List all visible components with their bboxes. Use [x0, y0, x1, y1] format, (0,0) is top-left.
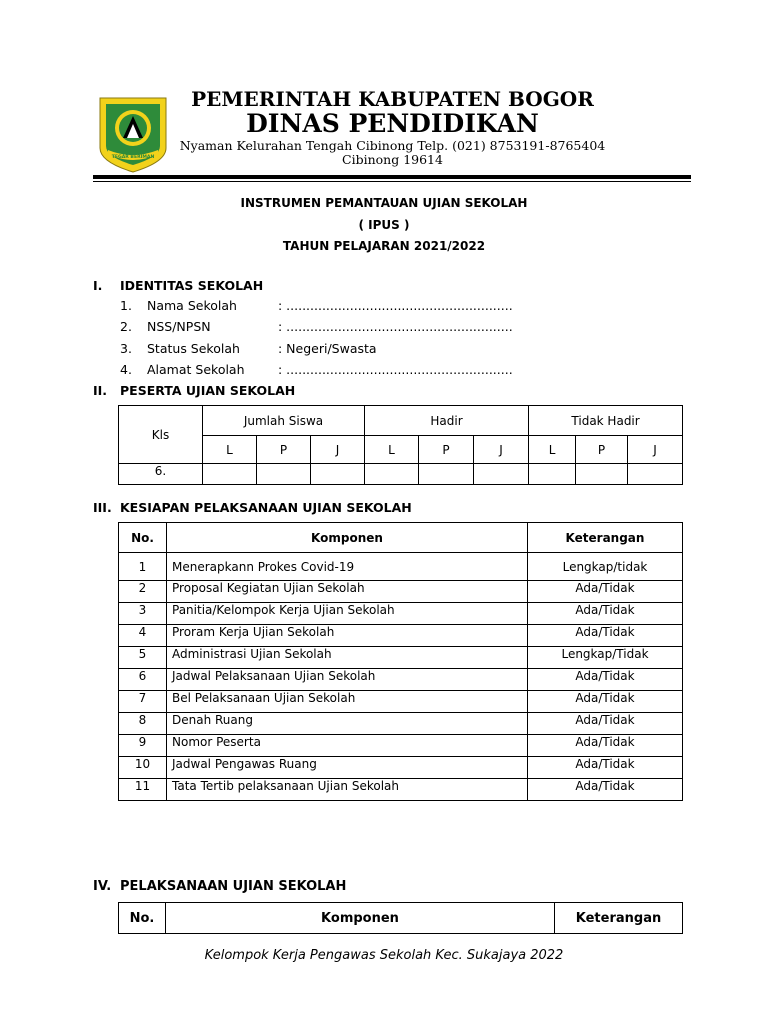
sub-header: J — [474, 436, 529, 464]
col-header-komponen: Komponen — [166, 903, 555, 934]
input-cell[interactable] — [203, 464, 257, 485]
group-header-jumlah: Jumlah Siswa — [203, 406, 365, 436]
input-cell[interactable] — [311, 464, 365, 485]
table-row: 6 Jadwal Pelaksanaan Ujian Sekolah Ada/Tidak — [119, 669, 683, 691]
table-row: 10 Jadwal Pengawas Ruang Ada/Tidak — [119, 757, 683, 779]
sub-header: P — [419, 436, 474, 464]
input-cell[interactable] — [257, 464, 311, 485]
table-row: 5 Administrasi Ujian Sekolah Lengkap/Tidak — [119, 647, 683, 669]
input-cell[interactable] — [628, 464, 683, 485]
sub-header: L — [203, 436, 257, 464]
input-cell[interactable] — [474, 464, 529, 485]
col-header-no: No. — [119, 903, 166, 934]
sub-header: L — [529, 436, 576, 464]
execution-table — [118, 902, 683, 934]
input-cell[interactable] — [529, 464, 576, 485]
kls-header: Kls — [119, 406, 203, 464]
table-row: 4 Proram Kerja Ujian Sekolah Ada/Tidak — [119, 625, 683, 647]
group-header-tidak-hadir: Tidak Hadir — [529, 406, 683, 436]
sub-header: L — [365, 436, 419, 464]
table-row: 1 Menerapkann Prokes Covid-19 Lengkap/tidak — [119, 553, 683, 581]
address-line-2: Cibinong 19614 — [342, 152, 443, 167]
group-header-hadir: Hadir — [365, 406, 529, 436]
logo-motto: TEGAR BERIMAN — [111, 155, 155, 160]
col-header-keterangan: Keterangan — [555, 903, 683, 934]
page-footer: Kelompok Kerja Pengawas Sekolah Kec. Sukajaya 2022 — [204, 948, 564, 963]
participants-table — [118, 405, 683, 485]
input-cell[interactable] — [365, 464, 419, 485]
doc-title-line-1: INSTRUMEN PEMANTAUAN UJIAN SEKOLAH — [240, 196, 528, 210]
letterhead-rule-thin — [93, 181, 691, 182]
doc-title-line-3: TAHUN PELAJARAN 2021/2022 — [282, 239, 486, 253]
sub-header: J — [311, 436, 365, 464]
government-name: PEMERINTAH KABUPATEN BOGOR — [191, 87, 594, 111]
col-header-no: No. — [119, 523, 167, 553]
col-header-komponen: Komponen — [167, 523, 528, 553]
table-row: 7 Bel Pelaksanaan Ujian Sekolah Ada/Tidak — [119, 691, 683, 713]
table-row: 3 Panitia/Kelompok Kerja Ujian Sekolah Ada/Tidak — [119, 603, 683, 625]
readiness-table — [118, 522, 683, 801]
bogor-regency-logo — [98, 96, 168, 174]
doc-title-line-2: ( IPUS ) — [358, 218, 410, 232]
table-row: 9 Nomor Peserta Ada/Tidak — [119, 735, 683, 757]
input-cell[interactable] — [576, 464, 628, 485]
sub-header: P — [576, 436, 628, 464]
address-line-1: Nyaman Kelurahan Tengah Cibinong Telp. (021) 8753191-8765404 — [179, 138, 606, 153]
col-header-keterangan: Keterangan — [528, 523, 683, 553]
sub-header: P — [257, 436, 311, 464]
department-name: DINAS PENDIDIKAN — [246, 109, 539, 138]
sub-header: J — [628, 436, 683, 464]
input-cell[interactable] — [419, 464, 474, 485]
letterhead-rule-thick — [93, 175, 691, 179]
table-row: 11 Tata Tertib pelaksanaan Ujian Sekolah Ada/Tidak — [119, 779, 683, 801]
class-row-label: 6. — [119, 464, 203, 485]
table-row: 2 Proposal Kegiatan Ujian Sekolah Ada/Tidak — [119, 581, 683, 603]
table-row: 8 Denah Ruang Ada/Tidak — [119, 713, 683, 735]
